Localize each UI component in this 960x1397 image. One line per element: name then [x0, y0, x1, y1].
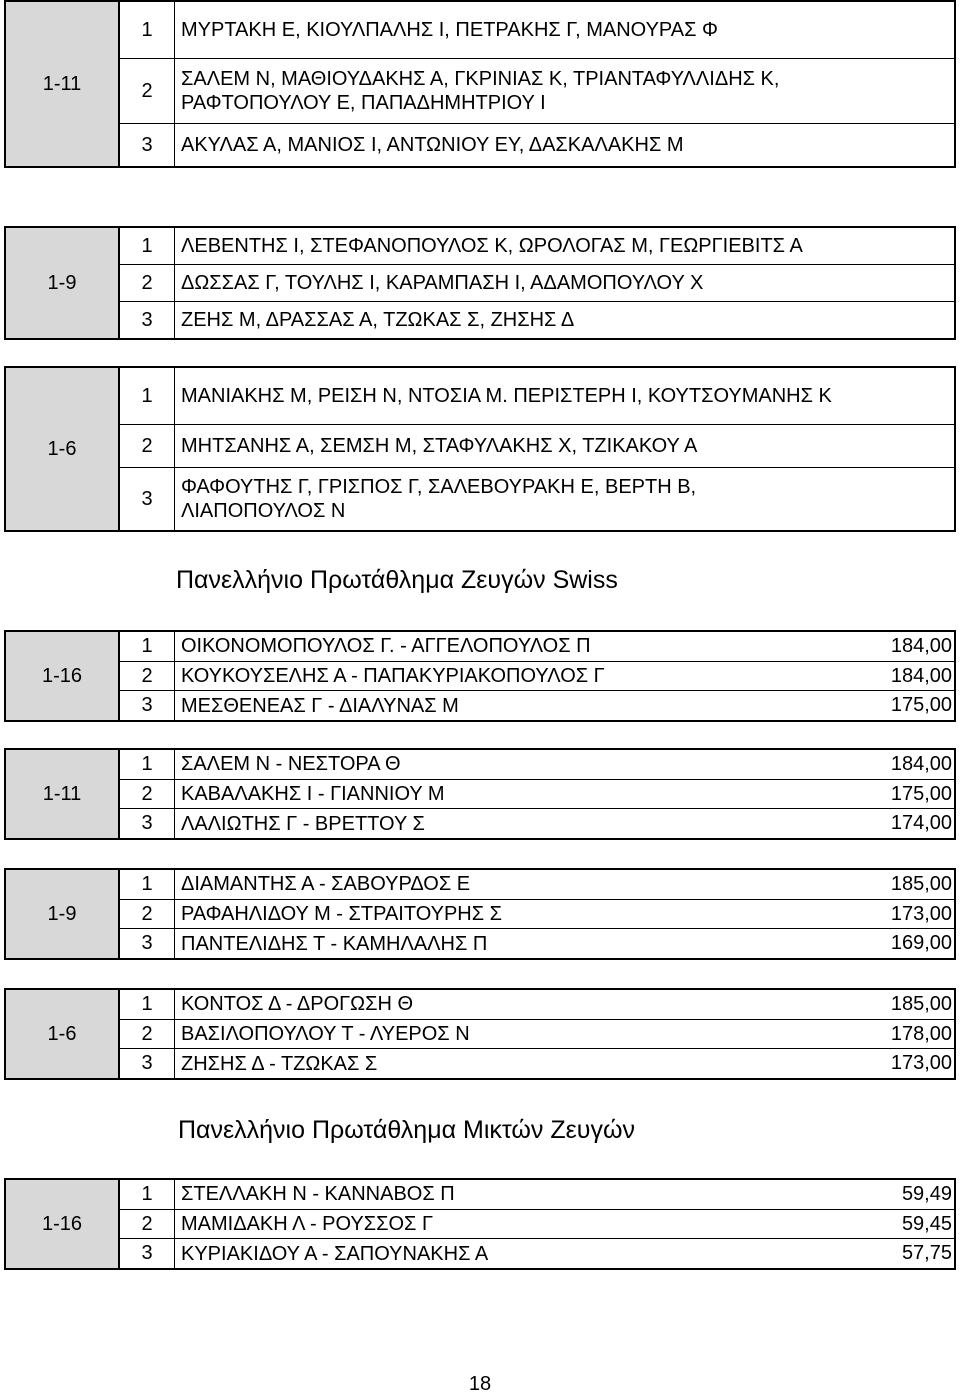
score: 175,00	[890, 782, 952, 805]
names-line: ΡΑΦΤΟΠΟΥΛΟΥ Ε, ΠΑΠΑΔΗΜΗΤΡΙΟΥ Ι	[181, 92, 546, 114]
rank-cell: 2	[120, 1210, 175, 1239]
names-line: ΛΕΒΕΝΤΗΣ Ι, ΣΤΕΦΑΝΟΠΟΥΛΟΣ Κ, ΩΡΟΛΟΓΑΣ Μ, ΓΕΩΡΓΙΕΒΙΤΣ Α	[181, 235, 803, 257]
group-label: 1-9	[6, 228, 120, 338]
team-names	[175, 59, 954, 123]
score: 184,00	[890, 664, 952, 687]
score: 185,00	[890, 872, 952, 895]
results-group	[4, 868, 956, 960]
score: 173,00	[890, 902, 952, 925]
section-title: Πανελλήνιο Πρωτάθλημα Μικτών Ζευγών	[178, 1116, 635, 1144]
rank-cell: 1	[120, 2, 175, 58]
pair-names: ΔΙΑΜΑΝΤΗΣ Α - ΣΑΒΟΥΡΔΟΣ Ε	[181, 873, 471, 896]
rank-cell: 3	[120, 302, 175, 338]
results-group	[4, 1178, 956, 1270]
group-label: 1-16	[6, 1180, 120, 1268]
rank-cell: 2	[120, 780, 175, 809]
team-names	[175, 302, 954, 338]
rank-cell: 1	[120, 368, 175, 424]
team-group	[4, 366, 956, 532]
group-label: 1-6	[6, 990, 120, 1078]
names-line: ΖΕΗΣ Μ, ΔΡΑΣΣΑΣ Α, ΤΖΩΚΑΣ Σ, ΖΗΣΗΣ Δ	[181, 309, 575, 331]
names-line: ΦΑΦΟΥΤΗΣ Γ, ΓΡΙΣΠΟΣ Γ, ΣΑΛΕΒΟΥΡΑΚΗ Ε, ΒΕΡΤΗ Β,	[181, 476, 697, 498]
score: 175,00	[890, 694, 952, 717]
team-group	[4, 0, 956, 168]
rank-cell: 2	[120, 265, 175, 301]
score: 173,00	[890, 1052, 952, 1075]
team-names	[175, 2, 954, 58]
pair-names: ΠΑΝΤΕΛΙΔΗΣ Τ - ΚΑΜΗΛΑΛΗΣ Π	[181, 932, 488, 955]
team-names	[175, 468, 954, 530]
group-label: 1-16	[6, 632, 120, 720]
names-line: ΣΑΛΕΜ Ν, ΜΑΘΙΟΥΔΑΚΗΣ Α, ΓΚΡΙΝΙΑΣ Κ, ΤΡΙΑΝΤΑΦΥΛΛΙΔΗΣ Κ,	[181, 68, 780, 90]
rank-cell: 3	[120, 691, 175, 720]
page-number: 18	[468, 1373, 492, 1395]
results-group	[4, 988, 956, 1080]
pair-names: ΣΑΛΕΜ Ν - ΝΕΣΤΟΡΑ Θ	[181, 753, 401, 776]
pair-names: ΜΕΣΘΕΝΕΑΣ Γ - ΔΙΑΛΥΝΑΣ Μ	[181, 694, 459, 717]
team-names	[175, 124, 954, 166]
score: 184,00	[890, 634, 952, 657]
rank-cell: 3	[120, 1049, 175, 1078]
pair-names: ΜΑΜΙΔΑΚΗ Λ - ΡΟΥΣΣΟΣ Γ	[181, 1213, 433, 1235]
pair-names: ΚΥΡΙΑΚΙΔΟΥ Α - ΣΑΠΟΥΝΑΚΗΣ Α	[181, 1242, 489, 1265]
rank-cell: 1	[120, 228, 175, 264]
rank-cell: 1	[120, 870, 175, 899]
pair-names: ΖΗΣΗΣ Δ - ΤΖΩΚΑΣ Σ	[181, 1052, 378, 1075]
rank-cell: 2	[120, 662, 175, 691]
rank-cell: 1	[120, 990, 175, 1019]
group-label: 1-9	[6, 870, 120, 958]
team-names	[175, 368, 954, 424]
group-label: 1-6	[6, 368, 120, 530]
pair-names: ΒΑΣΙΛΟΠΟΥΛΟΥ Τ - ΛΥΕΡΟΣ Ν	[181, 1023, 470, 1045]
section-title: Πανελλήνιο Πρωτάθλημα Ζευγών Swiss	[176, 566, 618, 594]
names-line: ΜΑΝΙΑΚΗΣ Μ, ΡΕΙΣΗ Ν, ΝΤΟΣΙΑ Μ. ΠΕΡΙΣΤΕΡΗ Ι, ΚΟΥΤΣΟΥΜΑΝΗΣ Κ	[181, 385, 832, 407]
score: 59,45	[901, 1212, 952, 1235]
results-group	[4, 630, 956, 722]
rank-cell: 2	[120, 59, 175, 123]
team-names	[175, 228, 954, 264]
score: 185,00	[890, 992, 952, 1015]
group-label: 1-11	[6, 750, 120, 838]
score: 59,49	[901, 1182, 952, 1205]
score: 169,00	[890, 932, 952, 955]
rank-cell: 2	[120, 1020, 175, 1049]
names-line: ΜΥΡΤΑΚΗ Ε, ΚΙΟΥΛΠΑΛΗΣ Ι, ΠΕΤΡΑΚΗΣ Γ, ΜΑΝΟΥΡΑΣ Φ	[181, 19, 719, 41]
pair-names: ΚΟΥΚΟΥΣΕΛΗΣ Α - ΠΑΠΑΚΥΡΙΑΚΟΠΟΥΛΟΣ Γ	[181, 665, 605, 687]
rank-cell: 1	[120, 1180, 175, 1209]
rank-cell: 2	[120, 425, 175, 467]
names-line: ΜΗΤΣΑΝΗΣ Α, ΣΕΜΣΗ Μ, ΣΤΑΦΥΛΑΚΗΣ Χ, ΤΖΙΚΑΚΟΥ Α	[181, 435, 698, 457]
team-names	[175, 265, 954, 301]
pair-names: ΛΑΛΙΩΤΗΣ Γ - ΒΡΕΤΤΟΥ Σ	[181, 812, 425, 835]
names-line: ΑΚΥΛΑΣ Α, ΜΑΝΙΟΣ Ι, ΑΝΤΩΝΙΟΥ ΕΥ, ΔΑΣΚΑΛΑΚΗΣ Μ	[181, 134, 684, 156]
rank-cell: 3	[120, 809, 175, 838]
rank-cell: 3	[120, 124, 175, 166]
names-line: ΛΙΑΠΟΠΟΥΛΟΣ Ν	[181, 500, 346, 522]
pair-names: ΚΟΝΤΟΣ Δ - ΔΡΟΓΩΣΗ Θ	[181, 993, 414, 1016]
pair-names: ΣΤΕΛΛΑΚΗ Ν - ΚΑΝΝΑΒΟΣ Π	[181, 1183, 455, 1206]
score: 174,00	[890, 812, 952, 835]
score: 178,00	[890, 1022, 952, 1045]
rank-cell: 1	[120, 750, 175, 779]
rank-cell: 3	[120, 929, 175, 958]
results-group	[4, 748, 956, 840]
pair-names: ΟΙΚΟΝΟΜΟΠΟΥΛΟΣ Γ. - ΑΓΓΕΛΟΠΟΥΛΟΣ Π	[181, 635, 591, 658]
group-label: 1-11	[6, 2, 120, 166]
score: 184,00	[890, 752, 952, 775]
rank-cell: 3	[120, 1239, 175, 1268]
rank-cell: 1	[120, 632, 175, 661]
rank-cell: 2	[120, 900, 175, 929]
pair-names: ΡΑΦΑΗΛΙΔΟΥ Μ - ΣΤΡΑΙΤΟΥΡΗΣ Σ	[181, 903, 503, 925]
names-line: ΔΩΣΣΑΣ Γ, ΤΟΥΛΗΣ Ι, ΚΑΡΑΜΠΑΣΗ Ι, ΑΔΑΜΟΠΟΥΛΟΥ Χ	[181, 272, 704, 294]
rank-cell: 3	[120, 468, 175, 530]
team-names	[175, 425, 954, 467]
score: 57,75	[901, 1242, 952, 1265]
pair-names: ΚΑΒΑΛΑΚΗΣ Ι - ΓΙΑΝΝΙΟΥ Μ	[181, 783, 445, 805]
team-group	[4, 226, 956, 340]
